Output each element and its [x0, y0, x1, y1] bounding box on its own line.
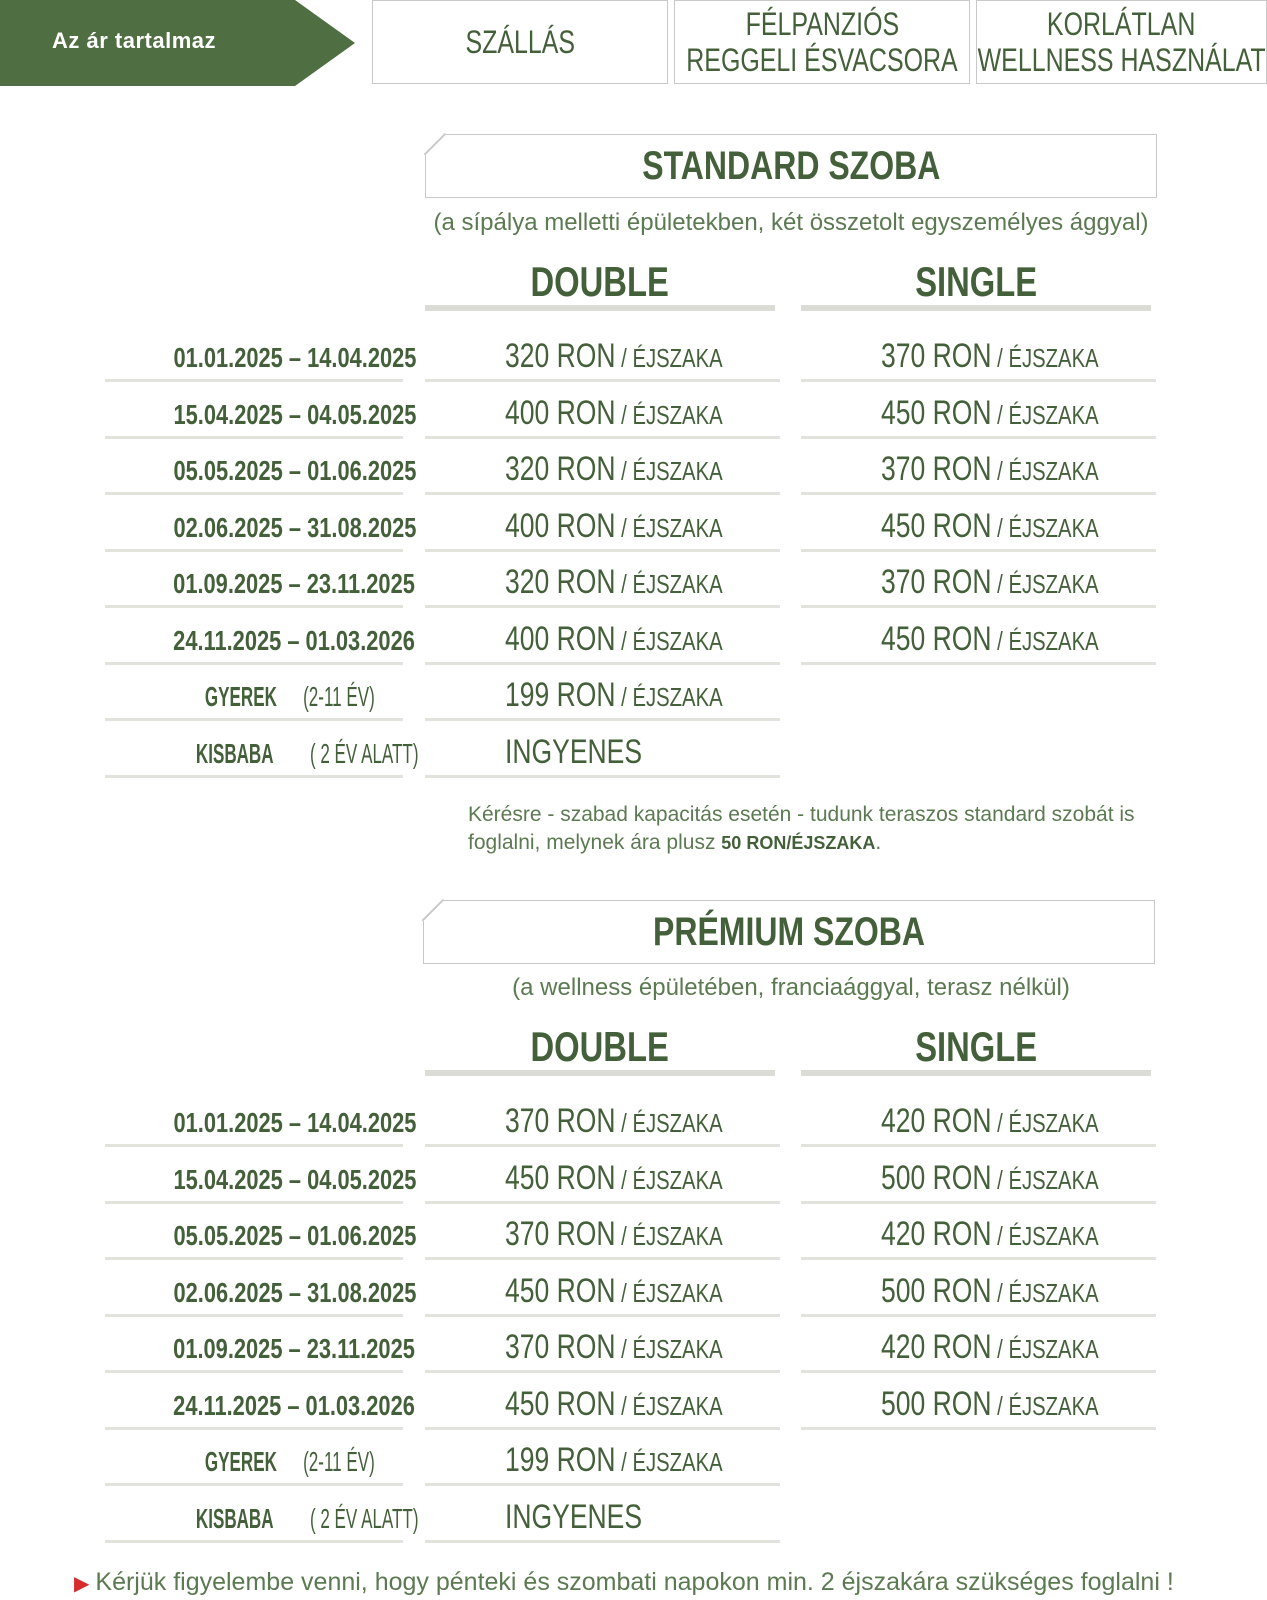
premium-single-price-5: 500 RON / ÉJSZAKA — [881, 1385, 1099, 1423]
premium-room-subtitle: (a wellness épületében, franciaággyal, terasz nélkül) — [512, 974, 1070, 1001]
premium-row-divider-double — [425, 1257, 780, 1260]
standard-room-title-box — [425, 134, 1157, 198]
includes-label: Az ár tartalmaz — [52, 28, 217, 53]
premium-baby-date-baby: KISBABA ( 2 ÉV ALATT) — [195, 1503, 419, 1534]
premium-row-divider-single — [801, 1314, 1156, 1317]
standard-row-divider-left — [105, 605, 403, 608]
premium-double-price-child: 199 RON / ÉJSZAKA — [505, 1441, 723, 1479]
standard-period-date-1: 15.04.2025 – 04.05.2025 — [173, 399, 417, 430]
footer-notice-text: Kérjük figyelembe venni, hogy pénteki és szombati napokon min. 2 éjszakára szükséges foglalni ! — [95, 1568, 1174, 1596]
standard-row-divider-double — [425, 662, 780, 665]
feature-box-accommodation — [372, 0, 668, 84]
standard-row-divider-double — [425, 492, 780, 495]
premium-single-price-2: 420 RON / ÉJSZAKA — [881, 1215, 1099, 1253]
premium-row-divider-single — [801, 1144, 1156, 1147]
premium-single-price-1: 500 RON / ÉJSZAKA — [881, 1159, 1099, 1197]
standard-row-divider-single — [801, 379, 1156, 382]
standard-row-divider-left — [105, 379, 403, 382]
terrace-note-price: 50 RON/ÉJSZAKA — [721, 833, 876, 853]
premium-period-date-2: 05.05.2025 – 01.06.2025 — [173, 1220, 417, 1251]
premium-row-divider-left — [105, 1201, 403, 1204]
standard-single-price-0: 370 RON / ÉJSZAKA — [881, 337, 1099, 375]
terrace-note — [468, 801, 1158, 857]
feature-wellness-line2: WELLNESS HASZNÁLAT — [977, 42, 1266, 78]
premium-room-title-box — [423, 900, 1155, 964]
premium-row-divider-left — [105, 1540, 403, 1543]
premium-period-date-1: 15.04.2025 – 04.05.2025 — [173, 1164, 417, 1195]
standard-single-price-4: 370 RON / ÉJSZAKA — [881, 563, 1099, 601]
standard-row-divider-double — [425, 775, 780, 778]
premium-double-price-1: 450 RON / ÉJSZAKA — [505, 1159, 723, 1197]
standard-period-date-3: 02.06.2025 – 31.08.2025 — [173, 512, 417, 543]
standard-row-divider-left — [105, 662, 403, 665]
premium-row-divider-left — [105, 1144, 403, 1147]
premium-double-price-0: 370 RON / ÉJSZAKA — [505, 1102, 723, 1140]
standard-row-divider-left — [105, 436, 403, 439]
standard-row-divider-left — [105, 492, 403, 495]
standard-double-price-child: 199 RON / ÉJSZAKA — [505, 676, 723, 714]
premium-row-divider-single — [801, 1257, 1156, 1260]
premium-row-divider-double — [425, 1483, 780, 1486]
premium-row-divider-single — [801, 1370, 1156, 1373]
standard-col-double-bar — [425, 305, 775, 311]
standard-row-divider-single — [801, 605, 1156, 608]
premium-row-divider-double — [425, 1144, 780, 1147]
feature-half-board-line1: FÉLPANZIÓS — [745, 6, 899, 42]
standard-row-divider-double — [425, 379, 780, 382]
standard-double-price-1: 400 RON / ÉJSZAKA — [505, 394, 723, 432]
premium-row-divider-double — [425, 1427, 780, 1430]
premium-single-price-0: 420 RON / ÉJSZAKA — [881, 1102, 1099, 1140]
premium-period-date-0: 01.01.2025 – 14.04.2025 — [173, 1107, 417, 1138]
premium-row-divider-left — [105, 1257, 403, 1260]
standard-col-single-bar — [801, 305, 1151, 311]
standard-row-divider-double — [425, 718, 780, 721]
feature-half-board-line2: REGGELI ÉSVACSORA — [686, 42, 958, 78]
standard-row-divider-left — [105, 775, 403, 778]
standard-row-divider-left — [105, 549, 403, 552]
standard-child-date-child: GYEREK (2-11 ÉV) — [205, 681, 375, 712]
standard-period-date-5: 24.11.2025 – 01.03.2026 — [173, 625, 415, 656]
standard-single-price-1: 450 RON / ÉJSZAKA — [881, 394, 1099, 432]
footer-notice — [74, 1568, 1174, 1597]
premium-child-date-child: GYEREK (2-11 ÉV) — [205, 1446, 375, 1477]
premium-col-single-bar — [801, 1070, 1151, 1076]
standard-baby-date-baby: KISBABA ( 2 ÉV ALATT) — [195, 738, 419, 769]
standard-row-divider-single — [801, 549, 1156, 552]
premium-period-date-3: 02.06.2025 – 31.08.2025 — [173, 1277, 417, 1308]
standard-room-subtitle: (a sípálya melletti épületekben, két összetolt egyszemélyes ággyal) — [433, 209, 1149, 236]
warning-triangle-icon: ▶ — [74, 1573, 90, 1595]
premium-row-divider-single — [801, 1427, 1156, 1430]
premium-col-single: SINGLE — [915, 1023, 1037, 1070]
premium-row-divider-double — [425, 1370, 780, 1373]
feature-box-wellness — [976, 0, 1267, 84]
standard-double-price-5: 400 RON / ÉJSZAKA — [505, 620, 723, 658]
standard-row-divider-left — [105, 718, 403, 721]
premium-col-double: DOUBLE — [530, 1023, 670, 1070]
feature-box-half-board — [674, 0, 970, 84]
standard-row-divider-double — [425, 549, 780, 552]
premium-period-date-4: 01.09.2025 – 23.11.2025 — [173, 1333, 415, 1364]
premium-row-divider-left — [105, 1427, 403, 1430]
standard-double-price-0: 320 RON / ÉJSZAKA — [505, 337, 723, 375]
standard-room-title: STANDARD SZOBA — [641, 143, 941, 188]
standard-row-divider-single — [801, 662, 1156, 665]
premium-row-divider-left — [105, 1370, 403, 1373]
standard-col-single: SINGLE — [915, 258, 1037, 305]
premium-row-divider-single — [801, 1201, 1156, 1204]
premium-row-divider-left — [105, 1314, 403, 1317]
premium-row-divider-left — [105, 1483, 403, 1486]
standard-period-date-4: 01.09.2025 – 23.11.2025 — [173, 568, 415, 599]
premium-double-price-3: 450 RON / ÉJSZAKA — [505, 1272, 723, 1310]
premium-col-double-bar — [425, 1070, 775, 1076]
standard-double-price-4: 320 RON / ÉJSZAKA — [505, 563, 723, 601]
standard-single-price-3: 450 RON / ÉJSZAKA — [881, 507, 1099, 545]
premium-double-price-4: 370 RON / ÉJSZAKA — [505, 1328, 723, 1366]
standard-row-divider-double — [425, 605, 780, 608]
premium-row-divider-double — [425, 1540, 780, 1543]
premium-double-price-5: 450 RON / ÉJSZAKA — [505, 1385, 723, 1423]
standard-double-price-baby: INGYENES — [505, 733, 643, 771]
standard-period-date-0: 01.01.2025 – 14.04.2025 — [173, 342, 417, 373]
premium-row-divider-double — [425, 1201, 780, 1204]
feature-wellness-line1: KORLÁTLAN — [1047, 6, 1196, 42]
standard-row-divider-single — [801, 492, 1156, 495]
standard-col-double: DOUBLE — [530, 258, 670, 305]
standard-row-divider-double — [425, 436, 780, 439]
premium-period-date-5: 24.11.2025 – 01.03.2026 — [173, 1390, 415, 1421]
premium-row-divider-double — [425, 1314, 780, 1317]
standard-single-price-2: 370 RON / ÉJSZAKA — [881, 450, 1099, 488]
standard-double-price-3: 400 RON / ÉJSZAKA — [505, 507, 723, 545]
premium-single-price-4: 420 RON / ÉJSZAKA — [881, 1328, 1099, 1366]
premium-single-price-3: 500 RON / ÉJSZAKA — [881, 1272, 1099, 1310]
feature-accommodation-label: SZÁLLÁS — [465, 24, 575, 60]
standard-row-divider-single — [801, 436, 1156, 439]
premium-room-title: PRÉMIUM SZOBA — [653, 909, 925, 954]
standard-period-date-2: 05.05.2025 – 01.06.2025 — [173, 455, 417, 486]
terrace-note-end: . — [875, 831, 882, 854]
standard-double-price-2: 320 RON / ÉJSZAKA — [505, 450, 723, 488]
premium-double-price-2: 370 RON / ÉJSZAKA — [505, 1215, 723, 1253]
standard-single-price-5: 450 RON / ÉJSZAKA — [881, 620, 1099, 658]
terrace-note-text: Kérésre - szabad kapacitás esetén - tudunk teraszos standard szobát is foglalni, melynek ára plusz — [468, 803, 1135, 854]
premium-double-price-baby: INGYENES — [505, 1498, 643, 1536]
